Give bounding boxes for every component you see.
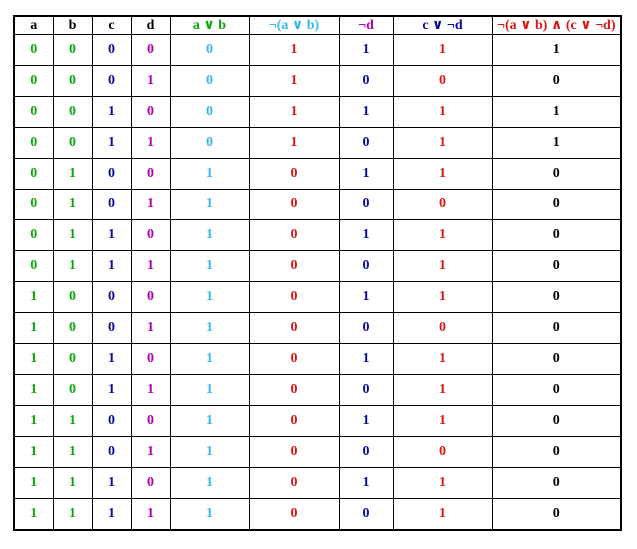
table-cell: 0 bbox=[339, 374, 393, 405]
table-cell: 0 bbox=[492, 374, 621, 405]
table-cell: 0 bbox=[14, 35, 53, 66]
table-row bbox=[14, 65, 621, 96]
table-cell: 0 bbox=[492, 313, 621, 344]
table-cell: 0 bbox=[492, 189, 621, 220]
table-cell: 0 bbox=[393, 65, 492, 96]
table-row bbox=[14, 282, 621, 313]
table-cell: 0 bbox=[492, 282, 621, 313]
table-cell: 1 bbox=[393, 405, 492, 436]
table-cell: 1 bbox=[393, 220, 492, 251]
table-cell: 1 bbox=[92, 374, 131, 405]
table-cell: 0 bbox=[92, 35, 131, 66]
table-cell: 1 bbox=[53, 467, 92, 498]
table-cell: 0 bbox=[14, 189, 53, 220]
column-header: ¬d bbox=[339, 16, 393, 35]
table-row bbox=[14, 436, 621, 467]
table-cell: 1 bbox=[393, 127, 492, 158]
table-cell: 1 bbox=[393, 467, 492, 498]
column-header: ¬(a ∨ b) ∧ (c ∨ ¬d) bbox=[492, 16, 621, 35]
table-cell: 0 bbox=[339, 189, 393, 220]
table-cell: 0 bbox=[131, 96, 170, 127]
table-cell: 1 bbox=[249, 127, 339, 158]
table-cell: 1 bbox=[131, 65, 170, 96]
table-cell: 1 bbox=[170, 282, 249, 313]
table-cell: 0 bbox=[393, 436, 492, 467]
table-cell: 0 bbox=[492, 467, 621, 498]
table-cell: 0 bbox=[53, 127, 92, 158]
table-cell: 0 bbox=[53, 344, 92, 375]
table-cell: 0 bbox=[249, 189, 339, 220]
table-cell: 0 bbox=[492, 65, 621, 96]
table-cell: 0 bbox=[170, 35, 249, 66]
table-cell: 1 bbox=[92, 96, 131, 127]
table-cell: 1 bbox=[170, 220, 249, 251]
table-cell: 1 bbox=[92, 127, 131, 158]
table-cell: 0 bbox=[92, 65, 131, 96]
table-cell: 1 bbox=[339, 96, 393, 127]
table-cell: 1 bbox=[53, 498, 92, 530]
table-cell: 0 bbox=[53, 35, 92, 66]
table-cell: 1 bbox=[170, 189, 249, 220]
table-cell: 1 bbox=[170, 313, 249, 344]
table-cell: 1 bbox=[393, 282, 492, 313]
table-cell: 1 bbox=[170, 251, 249, 282]
table-cell: 0 bbox=[249, 251, 339, 282]
table-cell: 0 bbox=[14, 65, 53, 96]
table-cell: 1 bbox=[92, 498, 131, 530]
table-cell: 1 bbox=[170, 158, 249, 189]
table-cell: 0 bbox=[393, 313, 492, 344]
table-cell: 1 bbox=[53, 436, 92, 467]
table-cell: 0 bbox=[339, 436, 393, 467]
table-cell: 1 bbox=[170, 498, 249, 530]
table-cell: 1 bbox=[14, 344, 53, 375]
table-cell: 1 bbox=[53, 220, 92, 251]
table-cell: 1 bbox=[131, 313, 170, 344]
table-cell: 1 bbox=[492, 35, 621, 66]
column-header: c bbox=[92, 16, 131, 35]
truth-table bbox=[13, 15, 622, 531]
table-cell: 0 bbox=[53, 65, 92, 96]
table-cell: 0 bbox=[14, 127, 53, 158]
table-row bbox=[14, 313, 621, 344]
table-cell: 0 bbox=[131, 158, 170, 189]
table-cell: 0 bbox=[131, 405, 170, 436]
table-cell: 1 bbox=[14, 405, 53, 436]
table-cell: 1 bbox=[92, 467, 131, 498]
table-cell: 1 bbox=[14, 436, 53, 467]
table-cell: 0 bbox=[131, 220, 170, 251]
table-row bbox=[14, 96, 621, 127]
table-cell: 1 bbox=[339, 344, 393, 375]
table-cell: 0 bbox=[170, 65, 249, 96]
table-cell: 0 bbox=[14, 251, 53, 282]
table-cell: 1 bbox=[393, 498, 492, 530]
table-cell: 1 bbox=[131, 189, 170, 220]
table-cell: 0 bbox=[53, 96, 92, 127]
table-row bbox=[14, 498, 621, 530]
table-cell: 1 bbox=[170, 374, 249, 405]
table-row bbox=[14, 344, 621, 375]
table-cell: 1 bbox=[393, 344, 492, 375]
column-header: b bbox=[53, 16, 92, 35]
table-cell: 0 bbox=[92, 282, 131, 313]
table-cell: 0 bbox=[492, 220, 621, 251]
table-row bbox=[14, 251, 621, 282]
table-cell: 1 bbox=[393, 251, 492, 282]
table-cell: 0 bbox=[53, 374, 92, 405]
table-cell: 0 bbox=[131, 344, 170, 375]
column-header: a bbox=[14, 16, 53, 35]
table-cell: 1 bbox=[170, 405, 249, 436]
table-cell: 1 bbox=[393, 35, 492, 66]
table-cell: 1 bbox=[14, 282, 53, 313]
table-cell: 0 bbox=[249, 313, 339, 344]
table-cell: 1 bbox=[339, 35, 393, 66]
table-cell: 0 bbox=[339, 498, 393, 530]
table-cell: 0 bbox=[131, 467, 170, 498]
table-row bbox=[14, 189, 621, 220]
table-cell: 1 bbox=[170, 436, 249, 467]
table-cell: 1 bbox=[53, 251, 92, 282]
table-cell: 1 bbox=[131, 127, 170, 158]
table-cell: 1 bbox=[14, 313, 53, 344]
table-row bbox=[14, 405, 621, 436]
table-cell: 1 bbox=[339, 220, 393, 251]
table-row bbox=[14, 158, 621, 189]
table-cell: 1 bbox=[393, 158, 492, 189]
table-cell: 0 bbox=[492, 344, 621, 375]
table-row bbox=[14, 35, 621, 66]
table-cell: 0 bbox=[92, 158, 131, 189]
table-cell: 1 bbox=[249, 96, 339, 127]
table-cell: 0 bbox=[131, 35, 170, 66]
table-cell: 1 bbox=[339, 158, 393, 189]
table-cell: 0 bbox=[170, 127, 249, 158]
table-cell: 1 bbox=[170, 344, 249, 375]
table-cell: 1 bbox=[339, 282, 393, 313]
table-cell: 0 bbox=[14, 158, 53, 189]
table-row bbox=[14, 374, 621, 405]
table-cell: 0 bbox=[249, 467, 339, 498]
table-cell: 0 bbox=[92, 313, 131, 344]
table-cell: 0 bbox=[92, 189, 131, 220]
table-cell: 1 bbox=[170, 467, 249, 498]
table-cell: 0 bbox=[492, 436, 621, 467]
table-cell: 1 bbox=[92, 220, 131, 251]
table-cell: 0 bbox=[92, 405, 131, 436]
table-cell: 1 bbox=[393, 96, 492, 127]
table-cell: 1 bbox=[92, 251, 131, 282]
table-cell: 1 bbox=[393, 374, 492, 405]
table-cell: 0 bbox=[249, 374, 339, 405]
table-body bbox=[14, 35, 621, 531]
table-cell: 0 bbox=[14, 96, 53, 127]
table-cell: 0 bbox=[393, 189, 492, 220]
column-header: a ∨ b bbox=[170, 16, 249, 35]
table-cell: 0 bbox=[53, 282, 92, 313]
table-cell: 1 bbox=[131, 251, 170, 282]
table-cell: 0 bbox=[249, 405, 339, 436]
table-cell: 0 bbox=[492, 498, 621, 530]
table-cell: 1 bbox=[92, 344, 131, 375]
table-cell: 1 bbox=[53, 189, 92, 220]
table-cell: 0 bbox=[249, 158, 339, 189]
table-cell: 1 bbox=[131, 498, 170, 530]
table-cell: 0 bbox=[339, 251, 393, 282]
table-cell: 0 bbox=[92, 436, 131, 467]
table-cell: 1 bbox=[492, 127, 621, 158]
column-header: c ∨ ¬d bbox=[393, 16, 492, 35]
header-row bbox=[14, 16, 621, 35]
table-cell: 0 bbox=[14, 220, 53, 251]
table-cell: 1 bbox=[53, 158, 92, 189]
table-cell: 1 bbox=[339, 467, 393, 498]
table-cell: 0 bbox=[492, 405, 621, 436]
table-cell: 1 bbox=[131, 436, 170, 467]
table-row bbox=[14, 127, 621, 158]
table-cell: 0 bbox=[339, 313, 393, 344]
table-cell: 1 bbox=[14, 467, 53, 498]
table-cell: 0 bbox=[131, 282, 170, 313]
table-cell: 0 bbox=[249, 344, 339, 375]
table-cell: 0 bbox=[170, 96, 249, 127]
table-cell: 1 bbox=[339, 405, 393, 436]
table-cell: 0 bbox=[492, 158, 621, 189]
table-cell: 1 bbox=[14, 498, 53, 530]
table-cell: 0 bbox=[249, 436, 339, 467]
column-header: d bbox=[131, 16, 170, 35]
table-cell: 1 bbox=[14, 374, 53, 405]
table-cell: 0 bbox=[492, 251, 621, 282]
table-cell: 0 bbox=[249, 498, 339, 530]
table-row bbox=[14, 467, 621, 498]
table-cell: 1 bbox=[492, 96, 621, 127]
table-cell: 0 bbox=[249, 282, 339, 313]
table-cell: 1 bbox=[249, 65, 339, 96]
column-header: ¬(a ∨ b) bbox=[249, 16, 339, 35]
table-cell: 1 bbox=[53, 405, 92, 436]
table-cell: 0 bbox=[339, 65, 393, 96]
table-cell: 0 bbox=[53, 313, 92, 344]
table-cell: 1 bbox=[249, 35, 339, 66]
table-cell: 1 bbox=[131, 374, 170, 405]
table-cell: 0 bbox=[249, 220, 339, 251]
table-row bbox=[14, 220, 621, 251]
table-cell: 0 bbox=[339, 127, 393, 158]
